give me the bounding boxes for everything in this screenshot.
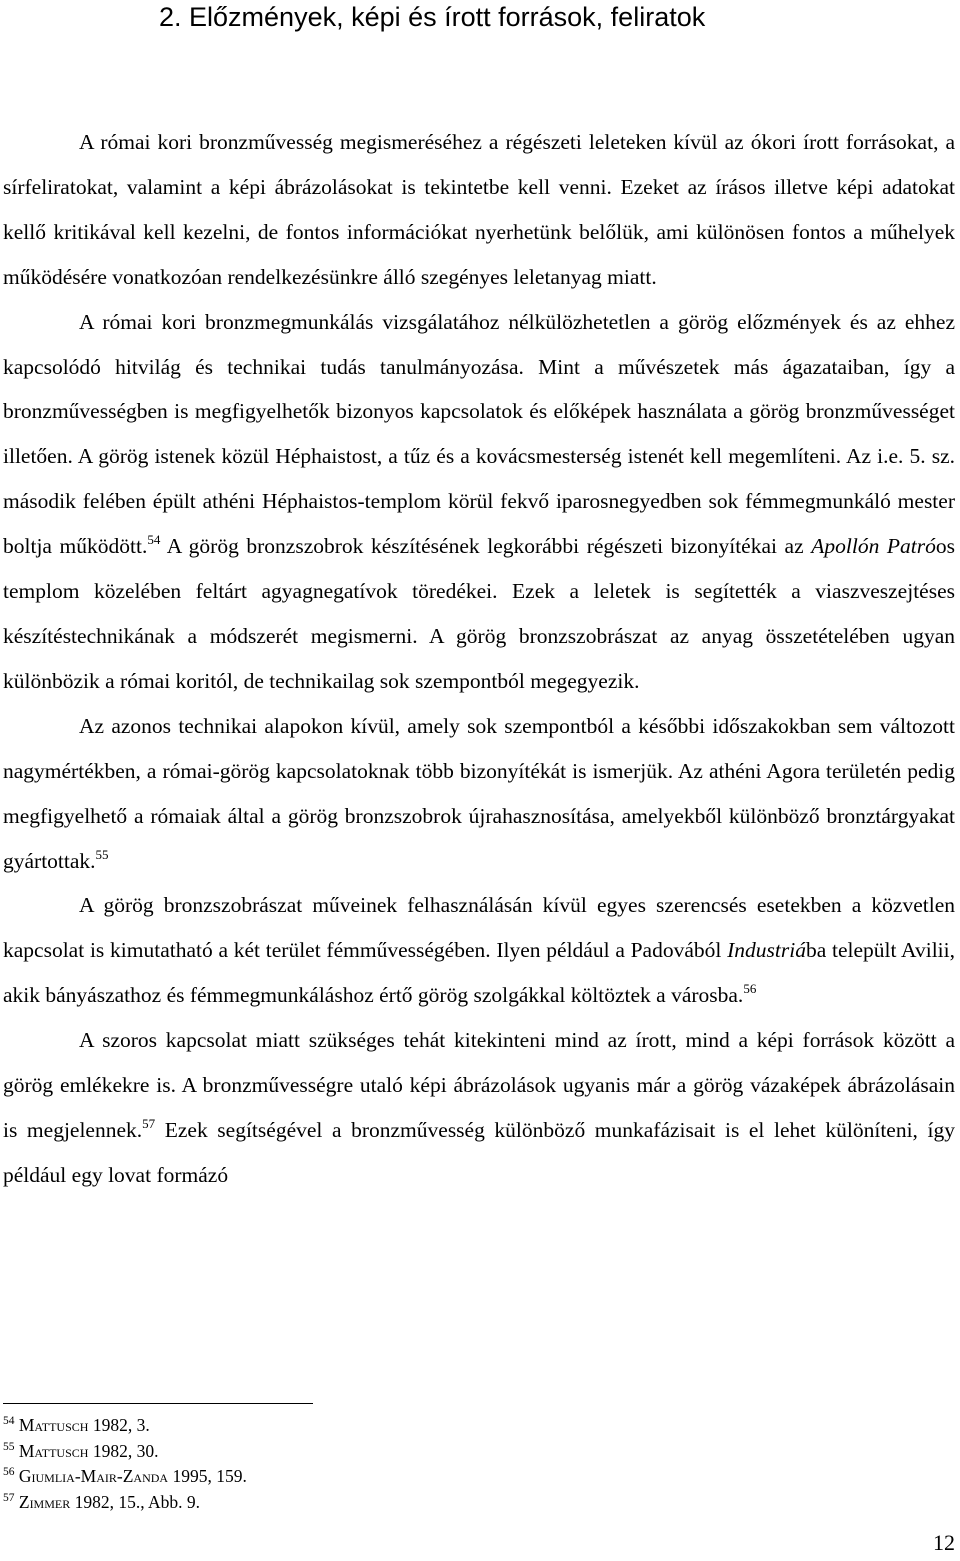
footnote-ref: 55 (95, 846, 109, 862)
footnote-ref-text: 1982, 15., Abb. 9. (70, 1491, 201, 1512)
paragraph-text: os templom közelében feltárt agyagnegatívok töredékei. Ezek a leletek is segítették a viaszveszejtéses készítéstechnikának a módszerét megismerni. A görög bronzszobrászat az anyag összetételében ugyan különbözik a római koritól, de technikailag sok szempontból megegyezik. (3, 534, 955, 693)
paragraph-text: A görög bronzszobrok készítésének legkorábbi régészeti bizonyítékai az (160, 534, 812, 559)
paragraph-text: Ezek segítségével a bronzművesség különböző munkafázisait is el lehet különíteni, így például egy lovat formázó (3, 1117, 955, 1187)
paragraph (3, 1018, 955, 1198)
footnote (3, 1439, 703, 1465)
footnote (3, 1464, 703, 1490)
footnotes (3, 1413, 703, 1515)
paragraph-text: Az azonos technikai alapokon kívül, amely sok szempontból a későbbi időszakokban sem változott nagymértékben, a római-görög kapcsolatoknak több bizonyítékát is ismerjük. Az athéni Agora területén pedig megfigyelhető a rómaiak által a görög bronzszobrok újrahasznosítása, amelyekből különböző bronztárgyakat gyártottak. (3, 713, 955, 873)
footnote-author: Giumlia-Mair-Zanda (18, 1466, 169, 1486)
footnote-author: Zimmer (18, 1491, 71, 1512)
italic-text: Apollón Patró (811, 534, 936, 559)
footnote (3, 1490, 703, 1516)
italic-text: Industriá (727, 938, 806, 963)
paragraph (3, 883, 955, 1018)
footnote-author: Mattusch (18, 1415, 89, 1435)
paragraph-text: A szoros kapcsolat miatt szükséges tehát kitekinteni mind az írott, mind a képi források között a görög emlékekre is. A bronzművességre utaló képi ábrázolások ugyanis már a görög vázaképek ábrázolásain is megjelennek. (3, 1028, 955, 1142)
footnote-ref: 56 (743, 981, 757, 997)
paragraph-text: ba települt Avilii, akik bányászathoz és fémmegmunkáláshoz értő görög szolgákkal költöztek a városba. (3, 938, 955, 1008)
footnote-separator (3, 1403, 313, 1404)
footnote-number: 54 (3, 1415, 15, 1427)
paragraph (3, 120, 955, 300)
footnote-ref-text: 1982, 30. (88, 1440, 159, 1461)
footnote-author: Mattusch (18, 1440, 89, 1461)
body-text (3, 120, 955, 1198)
section-heading: 2. Előzmények, képi és írott források, feliratok (159, 2, 706, 32)
paragraph-text: A görög bronzszobrászat műveinek felhasználásán kívül egyes szerencsés esetekben a közvetlen kapcsolat is kimutatható a két terület fémművességében. Ilyen például a Padovából (3, 893, 955, 963)
footnote-ref: 54 (147, 532, 161, 548)
footnote-number: 57 (3, 1491, 15, 1504)
paragraph (3, 704, 955, 884)
footnote-ref: 57 (142, 1115, 156, 1131)
paragraph-text: A római kori bronzművesség megismeréséhez a régészeti leleteken kívül az ókori írott forrásokat, a sírfeliratokat, valamint a képi ábrázolásokat is tekintetbe kell venni. Ezeket az írásos illetve képi adatokat kellő kritikával kell kezelni, de fontos információkat nyerhetünk belőlük, ami különösen fontos a műhelyek működésére vonatkozóan rendelkezésünkre álló szegényes leletanyag miatt. (3, 130, 955, 289)
footnote-ref-text: 1982, 3. (88, 1415, 150, 1435)
paragraph-text: A római kori bronzmegmunkálás vizsgálatához nélkülözhetetlen a görög előzmények és az ehhez kapcsolódó hitvilág és technikai tudás tanulmányozása. Mint a művészetek más ágazataiban, így a bronzművességben is megfigyelhetők bizonyos kapcsolatok és előképek használata a görög bronzművességet illetően. A görög istenek közül Héphaistost, a tűz és a kovácsmesterség istenét kell megemlíteni. Az i.e. 5. sz. második felében épült athéni Héphaistos-templom körül fekvő iparosnegyedben sok fémmegmunkáló mester boltja működött. (3, 309, 955, 559)
paragraph (3, 300, 955, 704)
page-number: 12 (933, 1530, 955, 1555)
footnote (3, 1413, 703, 1439)
footnote-ref-text: 1995, 159. (168, 1466, 247, 1486)
footnote-number: 55 (3, 1440, 15, 1453)
footnote-number: 56 (3, 1466, 15, 1478)
